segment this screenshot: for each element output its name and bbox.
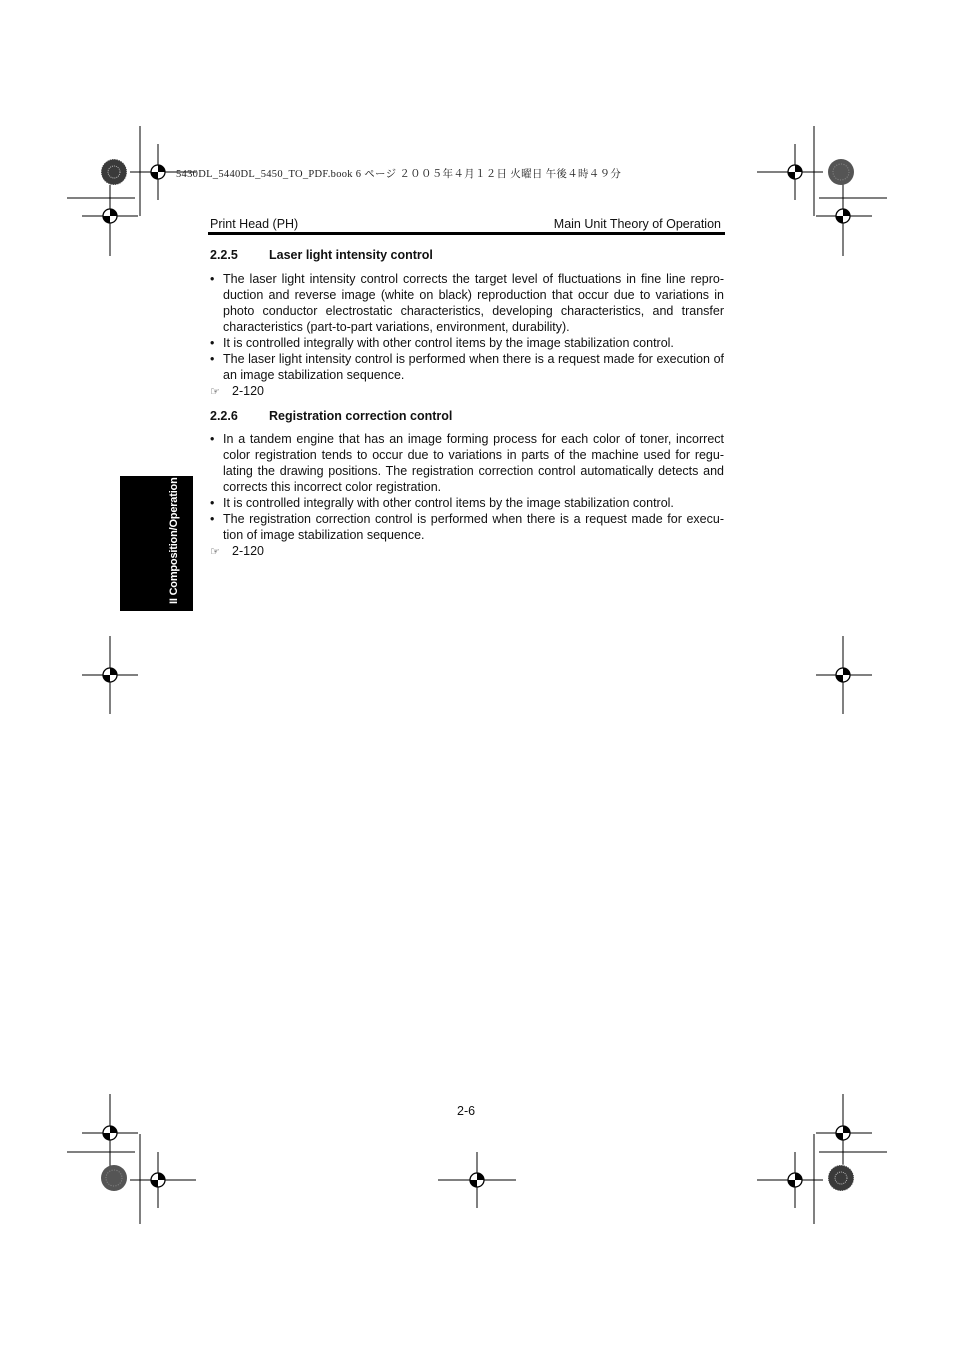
page-number: 2-6: [457, 1104, 476, 1118]
cross-reference: [210, 543, 264, 560]
section-number: 2.2.5: [210, 248, 238, 262]
section-heading: [210, 248, 433, 262]
section-title: Laser light intensity control: [269, 248, 433, 262]
bullet-list: [210, 431, 724, 543]
running-header-left: Print Head (PH): [210, 217, 299, 231]
bullet-item: • The laser light intensity control corrects the target level of fluctuations in fine line repro-duction and reverse image (white on black) reproduction that occur due to variations in photo conductor electrostatic characteristics, developing characteristics, and transfer characteristics (part-to-part variations, environment, durability).: [210, 271, 724, 335]
bullet-item: • The laser light intensity control is performed when there is a request made for execution of an image stabilization sequence.: [210, 351, 724, 383]
section-number: 2.2.6: [210, 409, 238, 423]
running-header-right: Main Unit Theory of Operation: [553, 217, 721, 231]
bullet-item: • In a tandem engine that has an image forming process for each color of toner, incorrect color registration tends to occur due to variations in parts of the machine used for regu-lating the drawing positions. The registration correction control automatically detects and corrects this incorrect color registration.: [210, 431, 724, 495]
section-title: Registration correction control: [269, 409, 453, 423]
section-heading: [210, 409, 452, 423]
reference-page: 2-120: [232, 384, 264, 398]
bullet-item: • It is controlled integrally with other control items by the image stabilization control.: [210, 335, 724, 351]
cross-reference: [210, 383, 264, 400]
print-slug: 5430DL_5440DL_5450_TO_PDF.book 6 ページ ２００５年４月１２日 火曜日 午後４時４９分: [176, 169, 622, 180]
bullet-list: [210, 271, 724, 383]
reference-page: 2-120: [232, 544, 264, 558]
chapter-side-tab: [120, 476, 193, 611]
bullet-item: • The registration correction control is performed when there is a request made for execu-tion of image stabilization sequence.: [210, 511, 724, 543]
chapter-side-tab-label: II Composition/Operation: [168, 477, 180, 604]
pointing-hand-icon: ☞: [210, 385, 220, 398]
header-rule: [208, 232, 725, 235]
bullet-item: • It is controlled integrally with other control items by the image stabilization control.: [210, 495, 724, 511]
pointing-hand-icon: ☞: [210, 545, 220, 558]
